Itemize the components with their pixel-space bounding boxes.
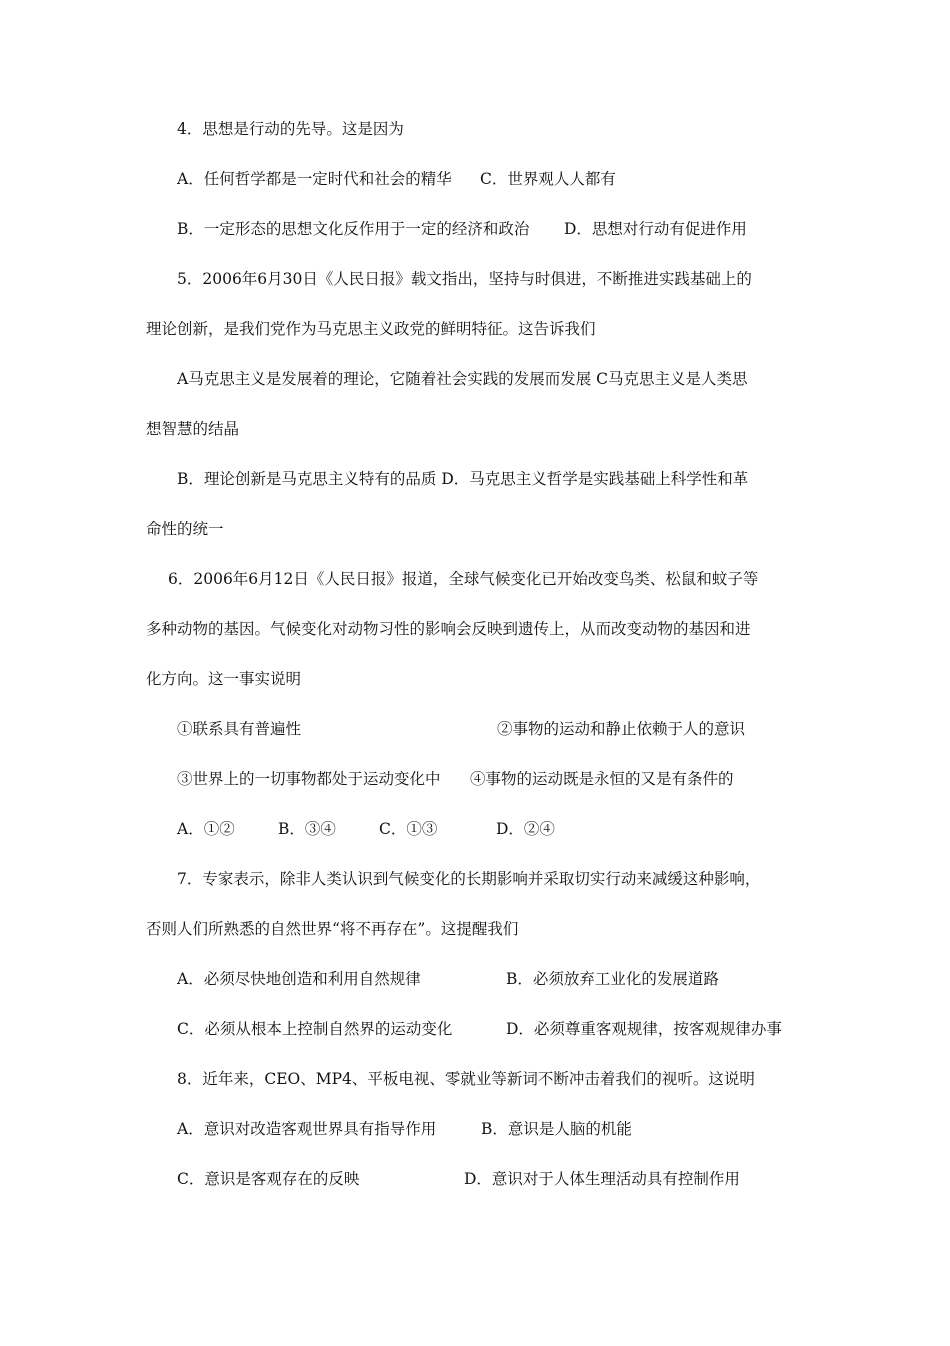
q4-option-c: C．世界观人人都有 <box>480 170 616 188</box>
q4-stem: 4．思想是行动的先导。这是因为 <box>177 120 404 138</box>
q6-item-4: ④事物的运动既是永恒的又是有条件的 <box>470 770 734 788</box>
q8-option-b: B．意识是人脑的机能 <box>481 1120 632 1138</box>
q4-option-d: D．思想对行动有促进作用 <box>564 220 747 238</box>
q5-options-bd-line1: B．理论创新是马克思主义特有的品质 D．马克思主义哲学是实践基础上科学性和革 <box>177 470 749 488</box>
q7-option-a: A．必须尽快地创造和利用自然规律 <box>177 970 421 988</box>
q5-options-ac-line1: A马克思主义是发展着的理论，它随着社会实践的发展而发展 C马克思主义是人类思 <box>177 370 748 388</box>
q5-stem-line2: 理论创新，是我们党作为马克思主义政党的鲜明特征。这告诉我们 <box>146 320 596 338</box>
q6-option-d: D．②④ <box>496 820 555 838</box>
q7-option-c: C．必须从根本上控制自然界的运动变化 <box>177 1020 453 1038</box>
q7-stem-line1: 7．专家表示，除非人类认识到气候变化的长期影响并采取切实行动来减缓这种影响， <box>177 870 761 888</box>
q4-option-a: A．任何哲学都是一定时代和社会的精华 <box>177 170 452 188</box>
q4-option-b: B．一定形态的思想文化反作用于一定的经济和政治 <box>177 220 530 238</box>
q8-stem: 8．近年来，CEO、MP4、平板电视、零就业等新词不断冲击着我们的视听。这说明 <box>177 1070 755 1088</box>
q8-option-a: A．意识对改造客观世界具有指导作用 <box>177 1120 437 1138</box>
q6-option-a: A．①② <box>177 820 235 838</box>
q7-stem-line2: 否则人们所熟悉的自然世界“将不再存在”。这提醒我们 <box>146 920 519 938</box>
q7-option-d: D．必须尊重客观规律，按客观规律办事 <box>506 1020 782 1038</box>
q6-item-3: ③世界上的一切事物都处于运动变化中 <box>177 770 441 788</box>
q5-options-bd-line2: 命性的统一 <box>146 520 224 538</box>
q6-stem-line1: 6．2006年6月12日《人民日报》报道，全球气候变化已开始改变鸟类、松鼠和蚊子等 <box>168 570 759 588</box>
q6-item-2: ②事物的运动和静止依赖于人的意识 <box>497 720 746 738</box>
q6-item-1: ①联系具有普遍性 <box>177 720 302 738</box>
q6-option-c: C．①③ <box>379 820 438 838</box>
q5-stem-line1: 5．2006年6月30日《人民日报》载文指出，坚持与时俱进，不断推进实践基础上的 <box>177 270 752 288</box>
q6-stem-line2: 多种动物的基因。气候变化对动物习性的影响会反映到遗传上，从而改变动物的基因和进 <box>146 620 751 638</box>
q7-option-b: B．必须放弃工业化的发展道路 <box>506 970 719 988</box>
q6-stem-line3: 化方向。这一事实说明 <box>146 670 302 688</box>
q6-option-b: B．③④ <box>278 820 336 838</box>
q8-option-c: C．意识是客观存在的反映 <box>177 1170 360 1188</box>
q5-options-ac-line2: 想智慧的结晶 <box>146 420 240 438</box>
q8-option-d: D．意识对于人体生理活动具有控制作用 <box>464 1170 740 1188</box>
